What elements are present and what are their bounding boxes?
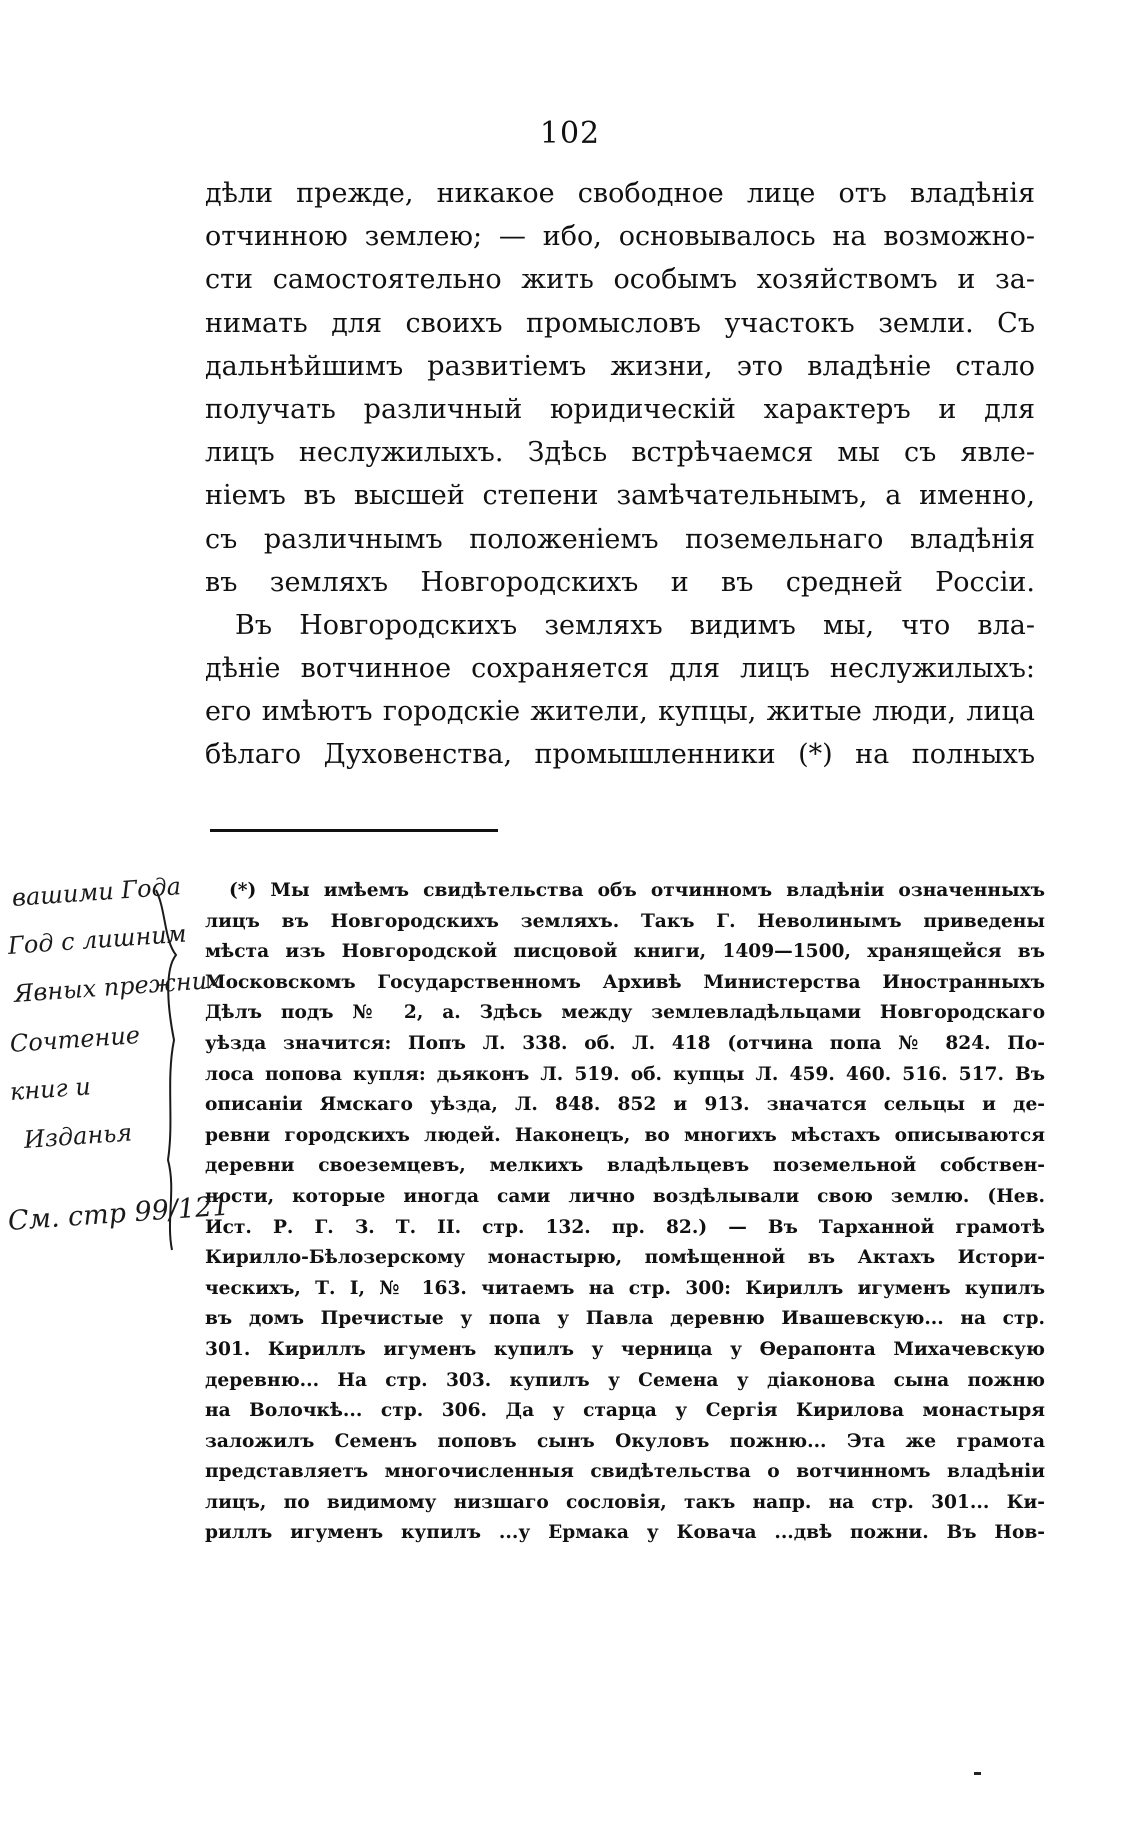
footnote-line: Ист. Р. Г. З. Т. II. стр. 132. пр. 82.) — Въ Тарханной грамотѣ	[205, 1216, 1045, 1238]
footnote-line: на Волочкѣ... стр. 306. Да у старца у Сергія Кирилова монастыря	[205, 1400, 1045, 1422]
margin-note-line: См. стр 99/121	[6, 1190, 231, 1237]
main-text-line: дальнѣйшимъ развитіемъ жизни, это владѣніе стало	[205, 350, 1035, 382]
footnote-line: уѣзда значится: Попъ Л. 338. об. Л. 418 (отчина попа № 824. По-	[205, 1032, 1045, 1054]
margin-note-line: книг и	[9, 1072, 92, 1106]
footnote-line: въ домъ Пречистые у попа у Павла деревню Ивашевскую... на стр.	[205, 1308, 1045, 1330]
main-text-line: получать различный юридическій характеръ и для	[205, 393, 1035, 425]
footnote-line: ности, которые иногда сами лично воздѣлывали свою землю. (Нев.	[205, 1185, 1045, 1207]
margin-note-line: вашими Года	[11, 872, 182, 912]
main-text	[205, 172, 1035, 777]
main-text-line: Въ Новгородскихъ земляхъ видимъ мы, что вла-	[235, 609, 1035, 641]
footnote-line: мѣста изъ Новгородской писцовой книги, 1409—1500, хранящейся въ	[205, 941, 1045, 963]
handwritten-margin-note	[6, 872, 231, 1310]
footnote-line: описаніи Ямскаго уѣзда, Л. 848. 852 и 913. значатся сельцы и де-	[205, 1094, 1045, 1116]
footnote-line: заложилъ Семенъ поповъ сынъ Окуловъ пожню... Эта же грамота	[205, 1430, 1045, 1452]
footnote-line: 301. Кириллъ игуменъ купилъ у черница у Ѳерапонта Михачевскую	[205, 1338, 1045, 1360]
footnote-line: представляетъ многочисленныя свидѣтельства о вотчинномъ владѣніи	[205, 1461, 1045, 1483]
margin-note-line: Явных прежних	[13, 965, 222, 1008]
stray-ink-mark	[974, 1772, 981, 1775]
footnote-separator	[210, 829, 498, 832]
main-text-line: въ земляхъ Новгородскихъ и въ средней Россіи.	[205, 566, 1035, 598]
main-text-line: сти самостоятельно жить особымъ хозяйствомъ и за-	[205, 264, 1035, 296]
footnote-line: ческихъ, Т. I, № 163. читаемъ на стр. 300: Кириллъ игуменъ купилъ	[205, 1277, 1045, 1299]
footnote-line: ревни городскихъ людей. Наконецъ, во многихъ мѣстахъ описываются	[205, 1124, 1045, 1146]
footnote-line: Кирилло-Бѣлозерскому монастырю, помѣщенной въ Актахъ Истори-	[205, 1247, 1045, 1269]
footnote	[205, 876, 1045, 1549]
main-text-line: дѣніе вотчинное сохраняется для лицъ неслужилыхъ:	[205, 653, 1035, 685]
footnote-line: лицъ въ Новгородскихъ земляхъ. Такъ Г. Неволинымъ приведены	[205, 910, 1045, 932]
footnote-line: лоса попова купля: дьяконъ Л. 519. об. купцы Л. 459. 460. 516. 517. Въ	[205, 1063, 1045, 1085]
footnote-line: лицъ, по видимому низшаго сословія, такъ напр. на стр. 301... Ки-	[205, 1491, 1045, 1513]
footnote-line: деревню... На стр. 303. купилъ у Семена у діаконова сына пожню	[205, 1369, 1045, 1391]
footnote-line: деревни своеземцевъ, мелкихъ владѣльцевъ поземельной собствен-	[205, 1155, 1045, 1177]
main-text-line: ніемъ въ высшей степени замѣчательнымъ, а именно,	[205, 480, 1035, 512]
main-text-line: отчинною землею; — ибо, основывалось на возможно-	[205, 221, 1035, 253]
main-text-line: бѣлаго Духовенства, промышленники (*) на полныхъ	[205, 739, 1035, 771]
footnote-line: риллъ игуменъ купилъ ...у Ермака у Ковача ...двѣ пожни. Въ Нов-	[205, 1522, 1045, 1544]
margin-note-line: Изданья	[23, 1118, 134, 1154]
footnote-line: Дѣлъ подъ № 2, а. Здѣсь между землевладѣльцами Новгородскаго	[205, 1002, 1045, 1024]
page-number: 102	[539, 116, 601, 151]
footnote-line: Московскомъ Государственномъ Архивѣ Министерства Иностранныхъ	[205, 971, 1045, 993]
main-text-line: съ различнымъ положеніемъ поземельнаго владѣнія	[205, 523, 1035, 555]
footnote-line: (*) Мы имѣемъ свидѣтельства объ отчинномъ владѣніи означенныхъ	[229, 880, 1045, 901]
main-text-line: дѣли прежде, никакое свободное лице отъ владѣнія	[205, 178, 1035, 209]
main-text-line: его имѣютъ городскіе жители, купцы, житые люди, лица	[205, 696, 1035, 728]
main-text-line: лицъ неслужилыхъ. Здѣсь встрѣчаемся мы съ явле-	[205, 437, 1035, 469]
margin-note-line: Год с лишним	[7, 919, 188, 960]
margin-note-line: Сочтение	[9, 1020, 141, 1058]
main-text-line: нимать для своихъ промысловъ участокъ земли. Съ	[205, 307, 1035, 339]
